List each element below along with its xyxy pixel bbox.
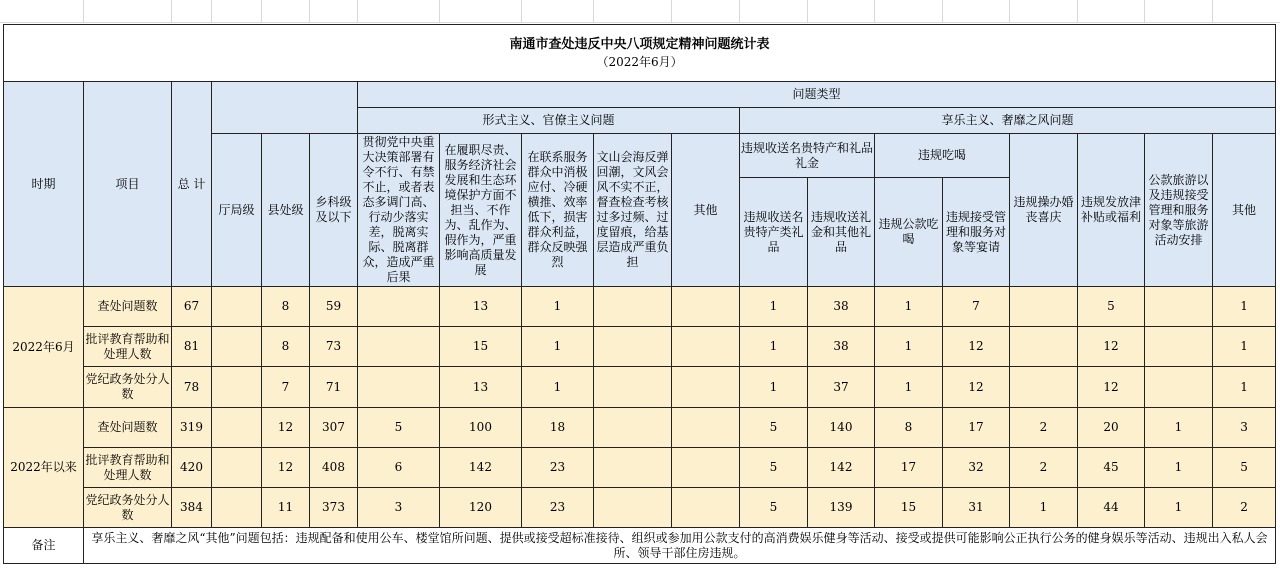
h5-cell <box>1010 327 1078 367</box>
header-dining-col-2: 违规接受管理和服务对象等宴请 <box>943 178 1010 287</box>
h6-cell: 45 <box>1078 448 1145 488</box>
h5-cell: 1 <box>1010 488 1078 528</box>
total-cell: 420 <box>172 448 212 488</box>
f4-cell <box>594 448 672 488</box>
h3-cell: 15 <box>875 488 943 528</box>
item-cell: 党纪政务处分人数 <box>84 367 172 408</box>
township-cell: 307 <box>310 408 358 448</box>
header-gift-group: 违规收送名贵特产和礼品礼金 <box>740 134 875 178</box>
bureau-cell <box>212 367 262 408</box>
h2-cell: 37 <box>808 367 875 408</box>
bureau-cell <box>212 488 262 528</box>
f3-cell: 23 <box>522 488 594 528</box>
f2-cell: 120 <box>440 488 522 528</box>
header-township-level: 乡科级及以下 <box>310 134 358 287</box>
h1-cell: 5 <box>740 408 808 448</box>
item-cell: 批评教育帮助和处理人数 <box>84 448 172 488</box>
f1-cell: 5 <box>358 408 440 448</box>
h7-cell: 1 <box>1145 488 1213 528</box>
f2-cell: 13 <box>440 287 522 327</box>
h8-cell: 5 <box>1213 448 1276 488</box>
f1-cell: 6 <box>358 448 440 488</box>
total-cell: 67 <box>172 287 212 327</box>
header-dining-col-1: 违规公款吃喝 <box>875 178 943 287</box>
f3-cell: 1 <box>522 367 594 408</box>
table-title-cell <box>4 25 1276 82</box>
header-county-level: 县处级 <box>262 134 310 287</box>
f5-cell <box>672 408 740 448</box>
h5-cell: 2 <box>1010 448 1078 488</box>
spreadsheet-column-strip <box>0 0 1280 24</box>
f5-cell <box>672 488 740 528</box>
header-formalism-group: 形式主义、官僚主义问题 <box>358 108 740 134</box>
bureau-cell <box>212 287 262 327</box>
f5-cell <box>672 367 740 408</box>
item-cell: 查处问题数 <box>84 408 172 448</box>
township-cell: 373 <box>310 488 358 528</box>
h6-cell: 44 <box>1078 488 1145 528</box>
f2-cell: 142 <box>440 448 522 488</box>
remark-text: 享乐主义、奢靡之风“其他”问题包括：违规配备和使用公车、楼堂馆所问题、提供或接受超标准接待、组织或参加用公款支付的高消费娱乐健身等活动、接受或提供可能影响公正执行公务的健身娱乐等活动、违规出入私人会所、领导干部住房违规。 <box>84 528 1276 564</box>
header-problem-types: 问题类型 <box>358 82 1276 108</box>
header-bureau-level: 厅局级 <box>212 134 262 287</box>
bureau-cell <box>212 448 262 488</box>
header-gift-col-2: 违规收送礼金和其他礼品 <box>808 178 875 287</box>
h1-cell: 1 <box>740 367 808 408</box>
h3-cell: 1 <box>875 287 943 327</box>
f3-cell: 18 <box>522 408 594 448</box>
h3-cell: 17 <box>875 448 943 488</box>
period-cell: 2022年6月 <box>4 287 84 408</box>
h8-cell: 2 <box>1213 488 1276 528</box>
h5-cell <box>1010 367 1078 408</box>
h3-cell: 1 <box>875 327 943 367</box>
county-cell: 8 <box>262 287 310 327</box>
h4-cell: 32 <box>943 448 1010 488</box>
county-cell: 8 <box>262 327 310 367</box>
township-cell: 408 <box>310 448 358 488</box>
header-formalism-col-3: 在联系服务群众中消极应付、冷硬横推、效率低下，损害群众利益，群众反映强烈 <box>522 134 594 287</box>
county-cell: 12 <box>262 408 310 448</box>
header-formalism-other: 其他 <box>672 134 740 287</box>
table-title: 南通市查处违反中央八项规定精神问题统计表 <box>509 37 770 52</box>
f3-cell: 23 <box>522 448 594 488</box>
header-level-group <box>212 82 358 134</box>
f3-cell: 1 <box>522 327 594 367</box>
h8-cell: 1 <box>1213 287 1276 327</box>
h5-cell <box>1010 287 1078 327</box>
header-total: 总 计 <box>172 82 212 287</box>
header-travel: 公款旅游以及违规接受管理和服务对象等旅游活动安排 <box>1145 134 1213 287</box>
f4-cell <box>594 408 672 448</box>
h2-cell: 140 <box>808 408 875 448</box>
township-cell: 71 <box>310 367 358 408</box>
h6-cell: 20 <box>1078 408 1145 448</box>
h7-cell <box>1145 367 1213 408</box>
header-formalism-col-2: 在履职尽责、服务经济社会发展和生态环境保护方面不担当、不作为、乱作为、假作为，严重影响高质量发展 <box>440 134 522 287</box>
h6-cell: 12 <box>1078 327 1145 367</box>
f2-cell: 100 <box>440 408 522 448</box>
h4-cell: 17 <box>943 408 1010 448</box>
h8-cell: 1 <box>1213 327 1276 367</box>
h7-cell: 1 <box>1145 408 1213 448</box>
header-dining-group: 违规吃喝 <box>875 134 1010 178</box>
f1-cell <box>358 327 440 367</box>
f4-cell <box>594 327 672 367</box>
h6-cell: 5 <box>1078 287 1145 327</box>
h4-cell: 31 <box>943 488 1010 528</box>
h1-cell: 1 <box>740 287 808 327</box>
header-gift-col-1: 违规收送名贵特产类礼品 <box>740 178 808 287</box>
h4-cell: 12 <box>943 327 1010 367</box>
total-cell: 81 <box>172 327 212 367</box>
f2-cell: 13 <box>440 367 522 408</box>
f1-cell <box>358 287 440 327</box>
header-period: 时期 <box>4 82 84 287</box>
remark-label: 备注 <box>4 528 84 564</box>
township-cell: 73 <box>310 327 358 367</box>
h3-cell: 8 <box>875 408 943 448</box>
h2-cell: 139 <box>808 488 875 528</box>
f4-cell <box>594 287 672 327</box>
f5-cell <box>672 448 740 488</box>
h2-cell: 142 <box>808 448 875 488</box>
f5-cell <box>672 327 740 367</box>
f1-cell: 3 <box>358 488 440 528</box>
statistics-table <box>3 24 1276 564</box>
h3-cell: 1 <box>875 367 943 408</box>
period-cell: 2022年以来 <box>4 408 84 528</box>
f2-cell: 15 <box>440 327 522 367</box>
header-formalism-col-1: 贯彻党中央重大决策部署有令不行、有禁不止，或者表态多调门高、行动少落实差，脱离实际、脱离群众，造成严重后果 <box>358 134 440 287</box>
bureau-cell <box>212 327 262 367</box>
h1-cell: 1 <box>740 327 808 367</box>
f5-cell <box>672 287 740 327</box>
header-hedonism-other: 其他 <box>1213 134 1276 287</box>
total-cell: 319 <box>172 408 212 448</box>
header-subsidy: 违规发放津补贴或福利 <box>1078 134 1145 287</box>
county-cell: 7 <box>262 367 310 408</box>
f3-cell: 1 <box>522 287 594 327</box>
h7-cell: 1 <box>1145 448 1213 488</box>
h8-cell: 1 <box>1213 367 1276 408</box>
county-cell: 12 <box>262 448 310 488</box>
h2-cell: 38 <box>808 287 875 327</box>
item-cell: 批评教育帮助和处理人数 <box>84 327 172 367</box>
h8-cell: 3 <box>1213 408 1276 448</box>
h7-cell <box>1145 327 1213 367</box>
header-item: 项目 <box>84 82 172 287</box>
h4-cell: 12 <box>943 367 1010 408</box>
item-cell: 党纪政务处分人数 <box>84 488 172 528</box>
f4-cell <box>594 488 672 528</box>
total-cell: 384 <box>172 488 212 528</box>
f4-cell <box>594 367 672 408</box>
bureau-cell <box>212 408 262 448</box>
h6-cell: 12 <box>1078 367 1145 408</box>
h2-cell: 38 <box>808 327 875 367</box>
header-hedonism-group: 享乐主义、奢靡之风问题 <box>740 108 1276 134</box>
township-cell: 59 <box>310 287 358 327</box>
header-wedding: 违规操办婚丧喜庆 <box>1010 134 1078 287</box>
h5-cell: 2 <box>1010 408 1078 448</box>
header-formalism-col-4: 文山会海反弹回潮，文风会风不实不正，督查检查考核过多过频、过度留痕，给基层造成严重负担 <box>594 134 672 287</box>
h1-cell: 5 <box>740 488 808 528</box>
f1-cell <box>358 367 440 408</box>
table-subtitle: （2022年6月） <box>596 55 683 69</box>
total-cell: 78 <box>172 367 212 408</box>
item-cell: 查处问题数 <box>84 287 172 327</box>
h4-cell: 7 <box>943 287 1010 327</box>
h7-cell <box>1145 287 1213 327</box>
h1-cell: 5 <box>740 448 808 488</box>
county-cell: 11 <box>262 488 310 528</box>
